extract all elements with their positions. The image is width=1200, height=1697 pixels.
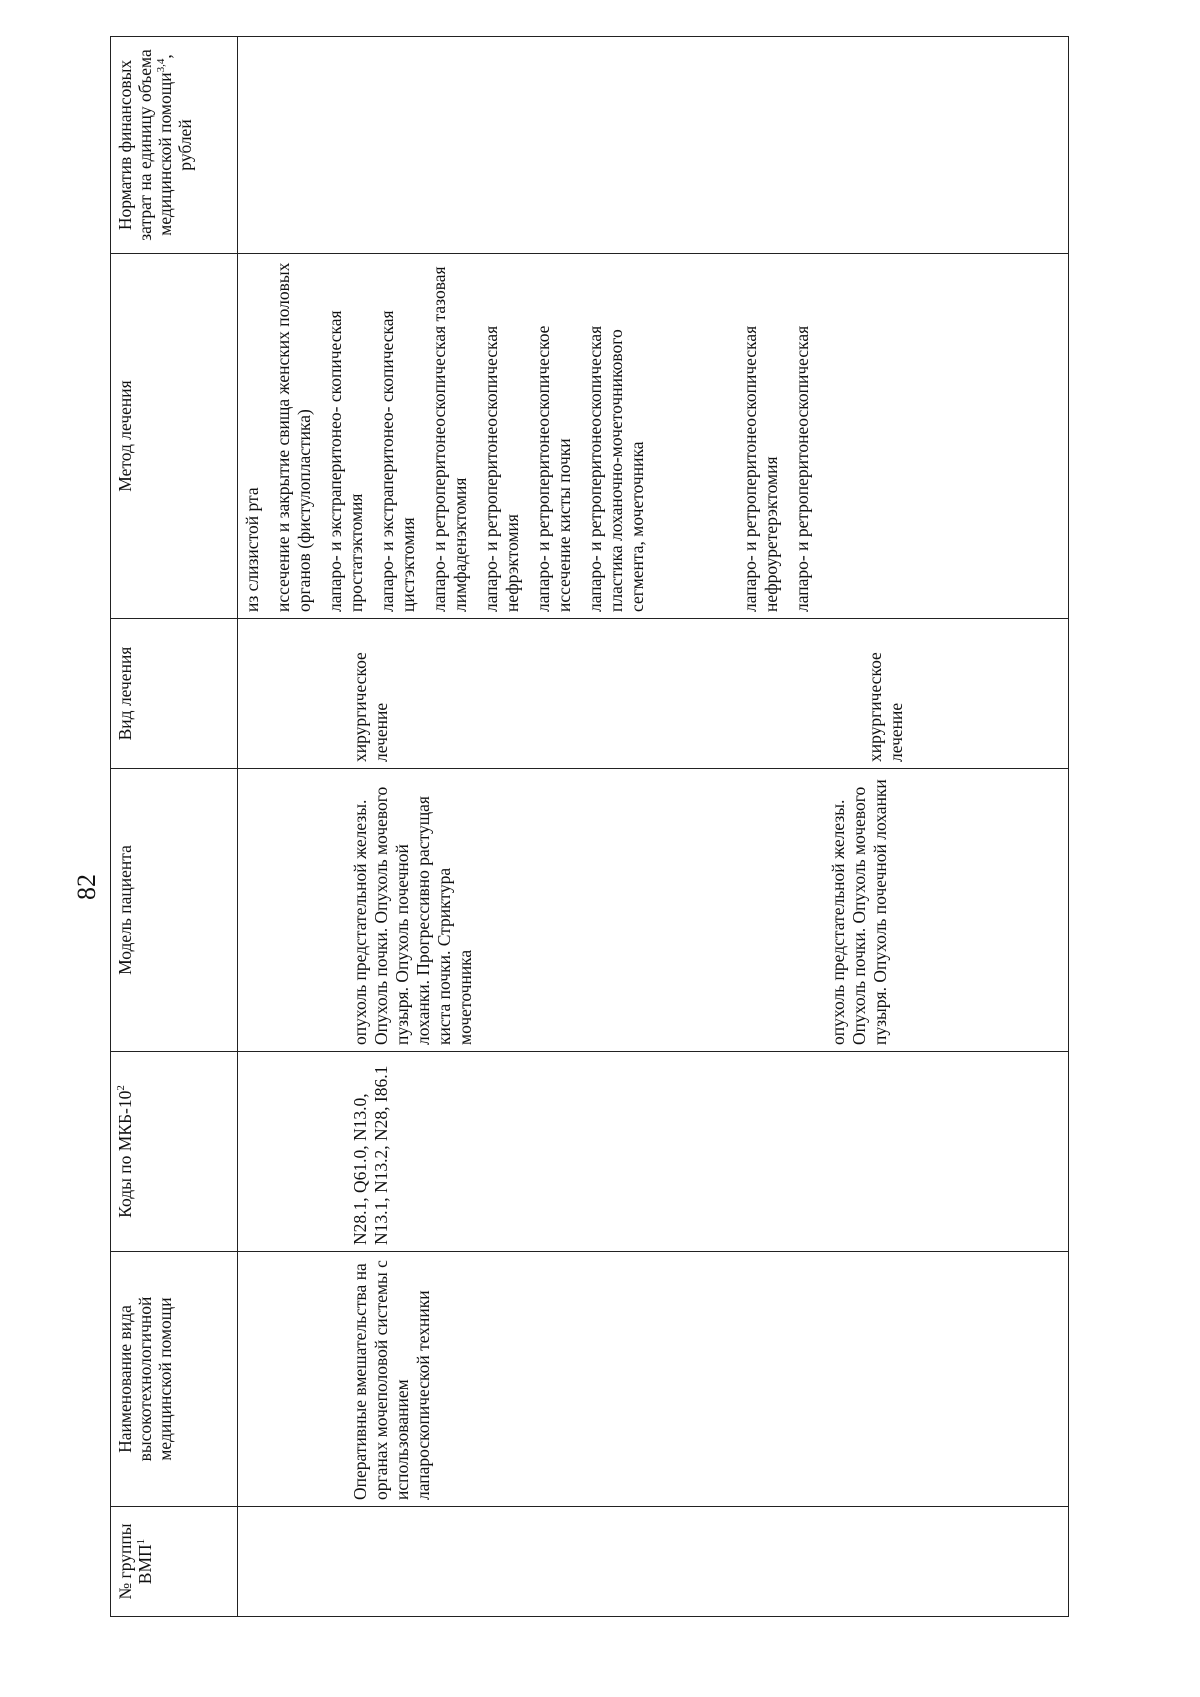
vmp-name-text: Оперативные вмешательства на органах мочеполовой системы с использованием лапароскопической техники — [350, 1260, 433, 1500]
header-group-number: № группы ВМП$^1$ — [111, 1507, 238, 1617]
header-vmp-name: Наименование вида высокотехнологичной медицинской помощи — [111, 1252, 238, 1507]
header-treatment-method: Метод лечения — [111, 254, 238, 619]
vmp-table — [110, 36, 1069, 1617]
cell-treatment-type — [238, 619, 1069, 769]
cell-icd-codes — [238, 1052, 1069, 1252]
header-treatment-type: Вид лечения — [111, 619, 238, 769]
table-header-row — [111, 37, 238, 1617]
treatment-type-b: хирургическое лечение — [865, 652, 906, 762]
method-a-3: лапаро- и ретроперитонеоскопическая тазовая лимфаденэктомия — [429, 266, 470, 612]
cell-cost-norm — [238, 37, 1069, 254]
patient-model-b: опухоль предстательной железы. Опухоль почки. Опухоль мочевого пузыря. Опухоль почечной лоханки — [828, 779, 890, 1045]
method-a-6: лапаро- и ретроперитонеоскопическая пластика лоханочно-мочеточникового сегмента, мочеточника — [585, 325, 647, 612]
method-a-5: лапаро- и ретроперитонеоскопическое иссечение кисты почки — [533, 325, 574, 612]
cell-treatment-method — [238, 254, 1069, 619]
cell-patient-model — [238, 769, 1069, 1052]
page-number: 82 — [72, 874, 101, 900]
header-cost-norm: Норматив финансовых затрат на единицу объема медицинской помощи$^{3,4}$, рублей — [111, 37, 238, 254]
method-a-1: лапаро- и экстраперитонео- скопическая простатэктомия — [325, 310, 366, 612]
method-prev-2: иссечение и закрытие свища женских половых органов (фистулопластика) — [273, 262, 314, 612]
method-a-2: лапаро- и экстраперитонео- скопическая цистэктомия — [377, 310, 418, 612]
header-icd-codes: Коды по МКБ-$10^2$ — [111, 1052, 238, 1252]
cell-vmp-name — [238, 1252, 1069, 1507]
header-patient-model: Модель пациента — [111, 769, 238, 1052]
method-b-1: лапаро- и ретроперитонеоскопическая нефроуретерэктомия — [740, 325, 781, 612]
icd-codes-text: N28.1, Q61.0, N13.0, N13.1, N13.2, N28, I86.1 — [350, 1065, 391, 1245]
treatment-type-a: хирургическое лечение — [350, 652, 391, 762]
method-prev-1: из слизистой рта — [242, 487, 262, 612]
method-a-4: лапаро- и ретроперитонеоскопическая нефрэктомия — [481, 325, 522, 612]
cell-group-number — [238, 1507, 1069, 1617]
patient-model-a: опухоль предстательной железы. Опухоль почки. Опухоль мочевого пузыря. Опухоль почечной лоханки. Прогрессивно растущая киста почки. Стриктура мочеточника — [350, 786, 475, 1045]
table-row — [238, 37, 1069, 1617]
method-b-2: лапаро- и ретроперитонеоскопическая — [792, 325, 812, 612]
